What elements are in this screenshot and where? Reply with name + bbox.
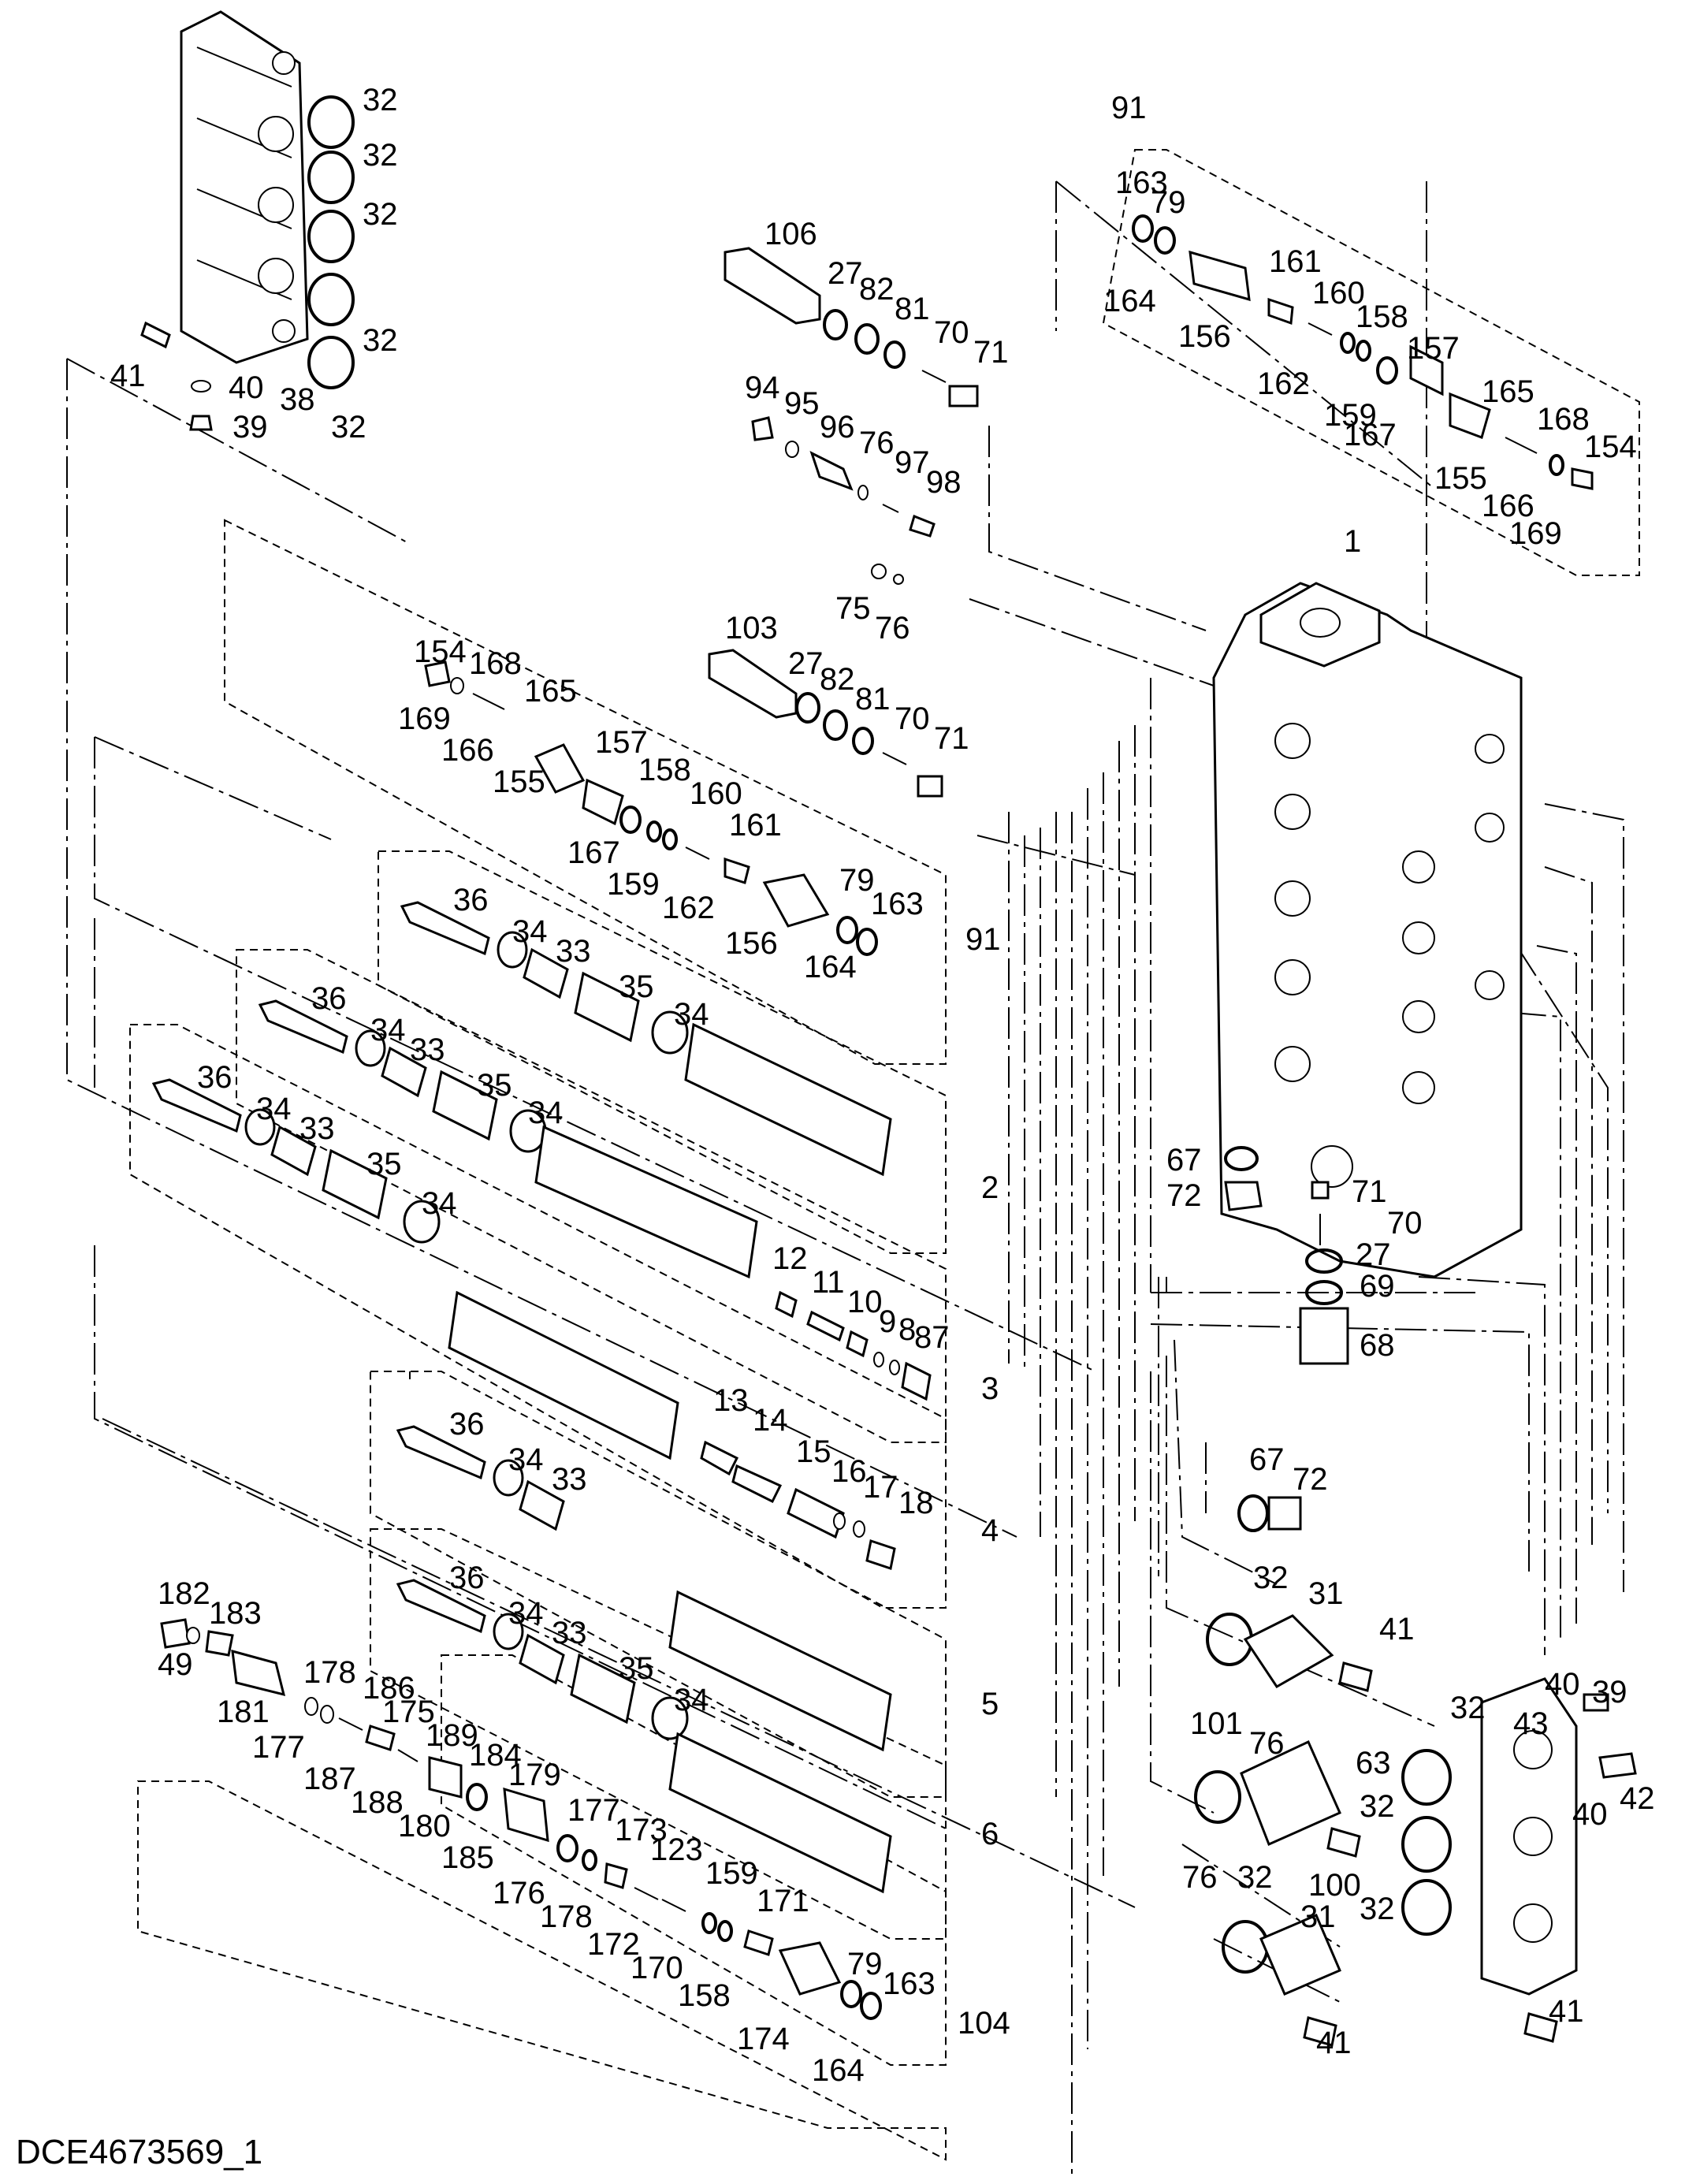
label-spool3-10: 87 bbox=[914, 1320, 950, 1355]
label-kit91-top-13: 168 bbox=[1537, 402, 1590, 437]
label-kit104-15: 177 bbox=[567, 1793, 620, 1828]
label-top-left-8: 39 bbox=[232, 410, 268, 445]
right-lower-parts bbox=[1196, 1148, 1635, 2045]
label-kit91-top-7: 158 bbox=[1356, 300, 1408, 334]
label-plug-0: 94 bbox=[745, 370, 780, 405]
label-kit104-18: 176 bbox=[493, 1876, 545, 1911]
label-kit104-19: 178 bbox=[540, 1899, 593, 1934]
label-kit104-16: 173 bbox=[615, 1813, 668, 1847]
label-right-20: 43 bbox=[1513, 1706, 1549, 1741]
label-relief-mid-4: 70 bbox=[895, 701, 930, 736]
label-kit104-26: 163 bbox=[883, 1966, 936, 2001]
label-right-8: 72 bbox=[1293, 1462, 1328, 1497]
label-plug-2: 96 bbox=[820, 410, 855, 445]
label-kit91-mid-3: 169 bbox=[398, 701, 451, 736]
label-kit104-8: 189 bbox=[426, 1718, 478, 1753]
label-right-22: 40 bbox=[1572, 1797, 1608, 1832]
label-right-5: 69 bbox=[1360, 1269, 1395, 1304]
label-right-1: 72 bbox=[1166, 1178, 1202, 1213]
label-kit91-top-11: 167 bbox=[1344, 418, 1397, 452]
label-right-16: 100 bbox=[1308, 1868, 1361, 1903]
label-spool3-11: 3 bbox=[981, 1371, 999, 1406]
label-right-9: 32 bbox=[1253, 1561, 1289, 1595]
label-right-17: 32 bbox=[1450, 1691, 1486, 1725]
label-kit91-top-4: 156 bbox=[1178, 319, 1231, 354]
label-kit104-7: 175 bbox=[382, 1695, 435, 1729]
valve-body-1 bbox=[1214, 583, 1521, 1277]
label-right-18: 40 bbox=[1545, 1667, 1580, 1702]
label-spool3b-0: 36 bbox=[197, 1060, 232, 1095]
label-right-25: 32 bbox=[1237, 1860, 1273, 1895]
label-kit104-1: 183 bbox=[209, 1596, 262, 1631]
label-relief-top-1: 27 bbox=[828, 256, 863, 291]
label-kit104-14: 185 bbox=[441, 1840, 494, 1875]
label-kit104-20: 159 bbox=[705, 1856, 758, 1891]
label-right-21: 42 bbox=[1620, 1781, 1655, 1816]
label-body-0: 1 bbox=[1344, 524, 1362, 559]
label-plug-5: 98 bbox=[926, 465, 962, 500]
label-spool4-2: 33 bbox=[552, 1462, 587, 1497]
label-spool3-9: 8 bbox=[898, 1312, 917, 1347]
label-kit91-mid-13: 79 bbox=[839, 863, 875, 898]
label-kit91-mid-9: 161 bbox=[729, 808, 782, 843]
label-spool5-0: 36 bbox=[449, 1561, 485, 1595]
label-kit91-top-17: 169 bbox=[1509, 516, 1562, 551]
label-spool5-2: 33 bbox=[552, 1616, 587, 1650]
label-kit104-27: 174 bbox=[737, 2022, 790, 2056]
label-plug-3: 76 bbox=[859, 426, 895, 460]
label-kit104-9: 187 bbox=[303, 1762, 356, 1796]
label-right-4: 27 bbox=[1356, 1237, 1391, 1272]
spool-3b bbox=[154, 1080, 678, 1458]
label-kit91-top-16: 166 bbox=[1482, 489, 1534, 523]
label-kit91-mid-15: 156 bbox=[725, 926, 778, 961]
label-kit91-mid-0: 154 bbox=[414, 634, 467, 669]
label-relief-mid-5: 71 bbox=[934, 721, 969, 756]
label-kit104-28: 164 bbox=[812, 2053, 865, 2088]
label-kit91-mid-1: 168 bbox=[469, 646, 522, 681]
label-spool3-0: 36 bbox=[311, 981, 347, 1016]
label-right-13: 76 bbox=[1249, 1726, 1285, 1761]
label-top-left-7: 38 bbox=[280, 382, 315, 417]
label-spool3-3: 35 bbox=[477, 1068, 512, 1103]
label-kit91-top-2: 79 bbox=[1151, 185, 1186, 220]
label-spool3b-3: 35 bbox=[366, 1147, 402, 1181]
label-kit91-top-10: 159 bbox=[1324, 398, 1377, 433]
label-relief-mid-2: 82 bbox=[820, 662, 855, 697]
label-relief-mid-3: 81 bbox=[855, 682, 891, 716]
label-right-15: 76 bbox=[1182, 1860, 1218, 1895]
label-kit91-mid-7: 158 bbox=[638, 753, 691, 787]
label-right-7: 67 bbox=[1249, 1442, 1285, 1477]
label-right-28: 41 bbox=[1549, 1994, 1584, 2029]
label-right-10: 31 bbox=[1308, 1576, 1344, 1611]
label-kit91-top-15: 155 bbox=[1434, 461, 1487, 496]
label-kit104-24: 158 bbox=[678, 1978, 731, 2013]
label-kit91-top-9: 162 bbox=[1257, 366, 1310, 401]
label-spool4-7: 17 bbox=[863, 1470, 898, 1505]
label-relief-top-0: 106 bbox=[764, 217, 817, 251]
label-spool4-8: 18 bbox=[898, 1486, 934, 1520]
label-right-14: 63 bbox=[1356, 1746, 1391, 1780]
label-plug-1: 95 bbox=[784, 386, 820, 421]
label-spool2-2: 33 bbox=[556, 934, 591, 969]
label-right-2: 71 bbox=[1352, 1174, 1387, 1209]
label-top-left-0: 32 bbox=[363, 83, 398, 117]
label-spool3b-1: 34 bbox=[256, 1092, 292, 1126]
label-kit104-13: 179 bbox=[508, 1758, 561, 1792]
label-kit104-21: 172 bbox=[587, 1927, 640, 1962]
label-relief-top-2: 82 bbox=[859, 272, 895, 307]
label-spool4-3: 13 bbox=[713, 1383, 749, 1418]
label-spool4-1: 34 bbox=[508, 1442, 544, 1477]
label-spool3-1: 34 bbox=[370, 1013, 406, 1047]
label-kit104-25: 79 bbox=[847, 1947, 883, 1981]
label-kit91-mid-14: 163 bbox=[871, 887, 924, 921]
label-right-3: 70 bbox=[1387, 1206, 1423, 1241]
label-spool3-2: 33 bbox=[410, 1032, 445, 1067]
label-spool3-6: 11 bbox=[812, 1265, 845, 1300]
label-kit104-10: 188 bbox=[351, 1785, 404, 1820]
label-relief-top-4: 70 bbox=[934, 315, 969, 350]
label-spool3-8: 9 bbox=[879, 1304, 897, 1339]
label-spool4-6: 16 bbox=[831, 1454, 867, 1489]
label-spool5-5: 5 bbox=[981, 1687, 999, 1721]
label-relief-mid-1: 27 bbox=[788, 646, 824, 681]
label-kit91-top-0: 91 bbox=[1111, 91, 1147, 125]
label-spool3-4: 34 bbox=[528, 1096, 564, 1130]
label-kit91-top-1: 163 bbox=[1115, 166, 1168, 200]
label-spool4-5: 15 bbox=[796, 1434, 831, 1469]
label-kit91-mid-4: 166 bbox=[441, 733, 494, 768]
label-spool3b-4: 34 bbox=[422, 1186, 457, 1221]
label-top-left-1: 32 bbox=[363, 138, 398, 173]
label-right-11: 41 bbox=[1379, 1612, 1415, 1646]
label-spool2-3: 35 bbox=[619, 969, 654, 1004]
label-right-12: 101 bbox=[1190, 1706, 1243, 1741]
label-spool4-0: 36 bbox=[449, 1407, 485, 1442]
label-kit104-6: 177 bbox=[252, 1730, 305, 1765]
label-spool2-0: 36 bbox=[453, 883, 489, 917]
label-kit104-23: 170 bbox=[631, 1951, 683, 1985]
label-spool2-5: 2 bbox=[981, 1170, 999, 1205]
label-kit104-3: 181 bbox=[217, 1695, 270, 1729]
label-spool3-7: 10 bbox=[847, 1285, 883, 1319]
label-spool3-5: 12 bbox=[772, 1241, 808, 1276]
label-kit91-mid-6: 157 bbox=[595, 725, 648, 760]
label-top-left-4: 32 bbox=[331, 410, 366, 445]
label-top-left-2: 32 bbox=[363, 197, 398, 232]
spool-2 bbox=[402, 902, 891, 1174]
label-kit104-4: 178 bbox=[303, 1655, 356, 1690]
label-kit91-top-5: 161 bbox=[1269, 244, 1322, 279]
label-kit104-2: 49 bbox=[158, 1647, 193, 1682]
label-kit91-mid-10: 167 bbox=[567, 835, 620, 870]
label-plug-6: 75 bbox=[835, 591, 871, 626]
spool-6 bbox=[670, 1734, 891, 1892]
label-spool2-4: 34 bbox=[674, 997, 709, 1032]
label-kit104-0: 182 bbox=[158, 1576, 210, 1611]
label-kit91-mid-5: 155 bbox=[493, 765, 545, 799]
label-kit91-mid-17: 91 bbox=[965, 922, 1001, 957]
label-kit104-12: 180 bbox=[398, 1809, 451, 1844]
label-spool5-3: 35 bbox=[619, 1651, 654, 1686]
label-relief-mid-0: 103 bbox=[725, 611, 778, 646]
label-right-24: 32 bbox=[1360, 1892, 1395, 1926]
kit-91-mid-parts bbox=[426, 662, 876, 954]
label-kit104-5: 186 bbox=[363, 1671, 415, 1706]
label-kit91-top-6: 160 bbox=[1312, 276, 1365, 311]
cover-plate-38 bbox=[181, 12, 307, 363]
label-right-6: 68 bbox=[1360, 1328, 1395, 1363]
label-right-26: 31 bbox=[1300, 1899, 1336, 1934]
label-kit104-17: 123 bbox=[650, 1832, 703, 1867]
label-kit91-mid-8: 160 bbox=[690, 776, 742, 811]
label-top-left-6: 40 bbox=[229, 370, 264, 405]
label-top-left-5: 41 bbox=[110, 359, 146, 393]
label-kit91-top-3: 164 bbox=[1103, 284, 1156, 318]
label-relief-top-3: 81 bbox=[895, 292, 930, 326]
o-rings-32-top bbox=[309, 97, 353, 388]
label-spool5-1: 34 bbox=[508, 1596, 544, 1631]
label-plug-7: 76 bbox=[875, 611, 910, 646]
label-kit91-mid-12: 162 bbox=[662, 891, 715, 925]
label-kit91-top-12: 165 bbox=[1482, 374, 1534, 409]
label-right-23: 32 bbox=[1360, 1789, 1395, 1824]
label-spool5-4: 34 bbox=[674, 1683, 709, 1717]
label-spool3b-2: 33 bbox=[299, 1111, 335, 1146]
label-kit91-top-8: 157 bbox=[1407, 331, 1460, 366]
label-spool4-9: 4 bbox=[981, 1513, 999, 1548]
label-relief-top-5: 71 bbox=[973, 335, 1009, 370]
label-kit91-mid-2: 165 bbox=[524, 674, 577, 709]
label-kit91-mid-11: 159 bbox=[607, 867, 660, 902]
label-plug-4: 97 bbox=[895, 445, 930, 480]
drawing-reference: DCE4673569_1 bbox=[16, 2133, 263, 2171]
label-right-19: 39 bbox=[1592, 1675, 1627, 1710]
label-right-27: 41 bbox=[1316, 2026, 1352, 2060]
label-kit104-29: 104 bbox=[958, 2006, 1010, 2041]
label-top-left-3: 32 bbox=[363, 323, 398, 358]
label-spool2-1: 34 bbox=[512, 914, 548, 949]
label-spool6-0: 6 bbox=[981, 1817, 999, 1851]
label-spool4-4: 14 bbox=[753, 1403, 788, 1438]
label-kit104-22: 171 bbox=[757, 1884, 809, 1918]
label-kit104-11: 184 bbox=[469, 1738, 522, 1773]
label-kit91-mid-16: 164 bbox=[804, 950, 857, 984]
label-kit91-top-14: 154 bbox=[1584, 430, 1637, 464]
label-right-0: 67 bbox=[1166, 1143, 1202, 1178]
